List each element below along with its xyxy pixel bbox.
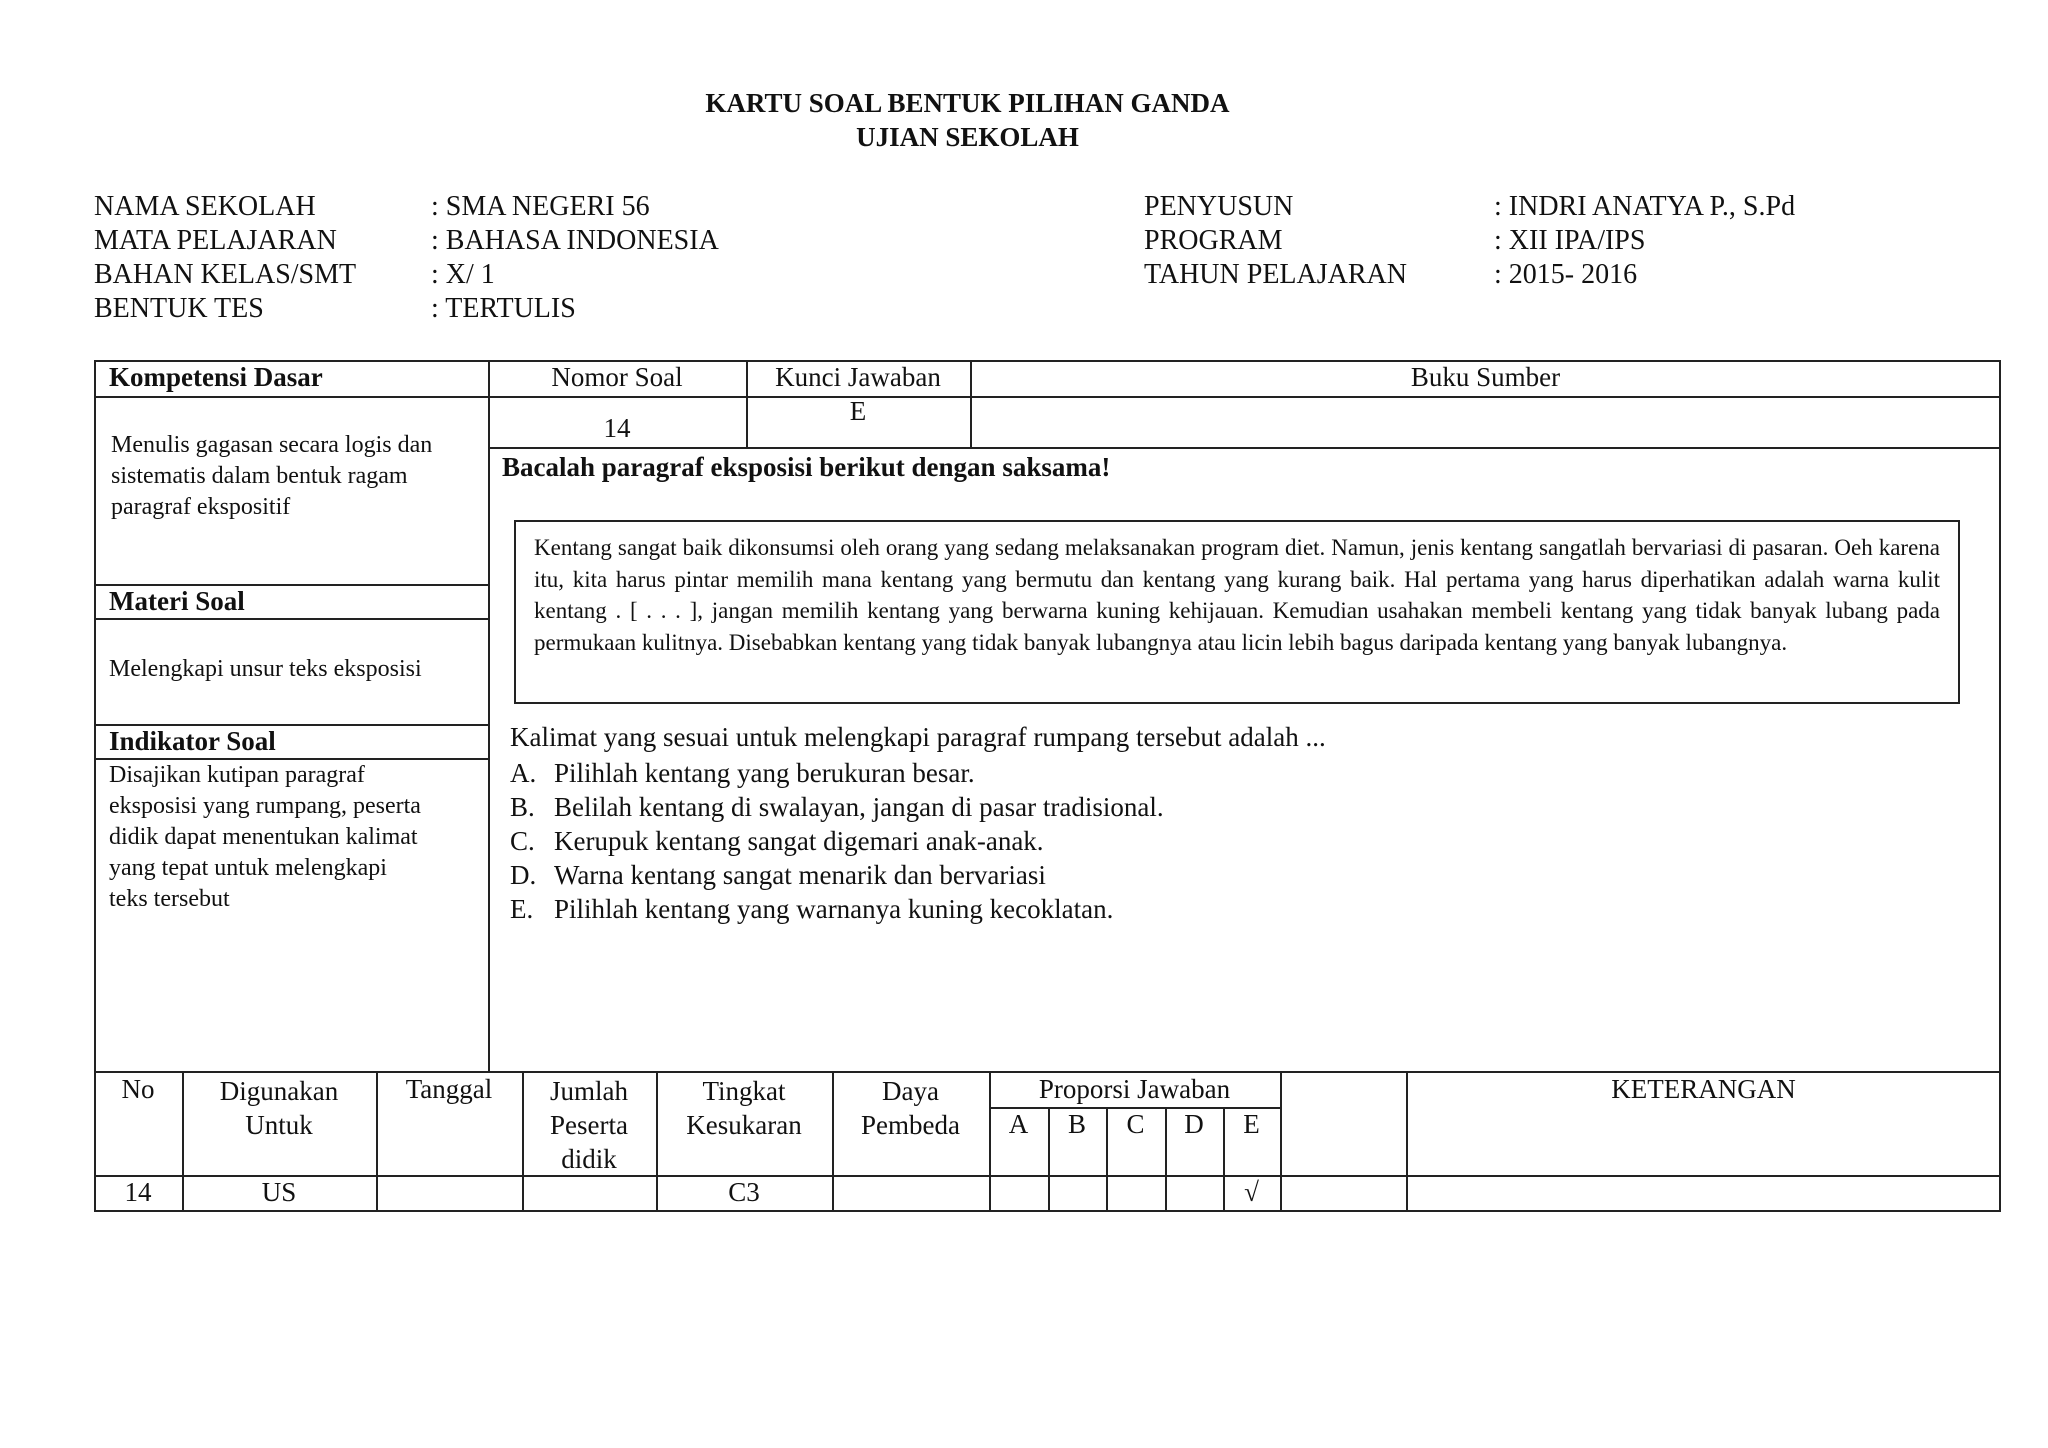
header-kompetensi-dasar: Kompetensi Dasar — [109, 362, 323, 392]
question-instruction: Bacalah paragraf eksposisi berikut dengan saksama! — [502, 452, 1111, 482]
info-left-labels — [94, 190, 356, 326]
option-letter: B. — [510, 792, 535, 822]
option-text: Kerupuk kentang sangat digemari anak-anak. — [554, 826, 1044, 856]
option-text: Warna kentang sangat menarik dan bervariasi — [554, 860, 1046, 890]
option-e — [510, 892, 1164, 926]
header-buku-sumber: Buku Sumber — [1410, 362, 1561, 392]
card-subtitle: UJIAN SEKOLAH — [856, 122, 1079, 152]
kunci-jawaban-value: E — [849, 396, 867, 426]
jumlah-line-1: Jumlah — [550, 1076, 628, 1106]
materi-bottom-line — [94, 618, 488, 620]
nomor-soal-value: 14 — [603, 413, 631, 443]
label-tahun-pelajaran: TAHUN PELAJARAN — [1144, 259, 1407, 290]
bottom-row-e-check: √ — [1244, 1177, 1259, 1207]
row-bottom-line — [488, 447, 2001, 449]
indikator-line-2: eksposisi yang rumpang, peserta — [109, 793, 421, 819]
bottom-header-tanggal: Tanggal — [405, 1074, 493, 1104]
option-letter: E. — [510, 894, 534, 924]
proporsi-d: D — [1184, 1109, 1204, 1139]
option-letter: A. — [510, 758, 537, 788]
bottom-header-daya — [832, 1074, 989, 1142]
daya-line-1: Daya — [882, 1076, 939, 1106]
option-text: Pilihlah kentang yang berukuran besar. — [554, 758, 975, 788]
jumlah-line-3: didik — [561, 1144, 617, 1174]
label-bahan-kelas: BAHAN KELAS/SMT — [94, 259, 357, 290]
bottom-header-no: No — [121, 1074, 155, 1104]
value-penyusun: : INDRI ANATYA P., S.Pd — [1494, 191, 1796, 222]
proporsi-b: B — [1067, 1109, 1086, 1139]
option-d — [510, 858, 1164, 892]
option-c — [510, 824, 1164, 858]
value-mata-pelajaran: : BAHASA INDONESIA — [431, 225, 719, 256]
bottom-header-jumlah — [522, 1074, 656, 1176]
option-letter: C. — [510, 826, 535, 856]
kd-line-2: sistematis dalam bentuk ragam — [111, 463, 408, 489]
header-nomor-soal: Nomor Soal — [551, 362, 683, 392]
option-b — [510, 790, 1164, 824]
col-line-7 — [1280, 1071, 1282, 1212]
bottom-header-proporsi: Proporsi Jawaban — [1038, 1074, 1231, 1104]
materi-text: Melengkapi unsur teks eksposisi — [109, 656, 422, 682]
label-mata-pelajaran: MATA PELAJARAN — [94, 225, 337, 256]
value-tahun-pelajaran: : 2015- 2016 — [1494, 259, 1638, 290]
kd-text — [111, 430, 432, 523]
bottom-row-no: 14 — [124, 1177, 152, 1207]
indikator-line-1: Disajikan kutipan paragraf — [109, 762, 365, 788]
value-nama-sekolah: : SMA NEGERI 56 — [431, 191, 650, 222]
value-program: : XII IPA/IPS — [1494, 225, 1646, 256]
options-list — [510, 756, 1164, 926]
tingkat-line-1: Tingkat — [702, 1076, 786, 1106]
materi-heading: Materi Soal — [109, 586, 245, 616]
info-right-labels — [1144, 190, 1407, 292]
passage-box — [514, 520, 1960, 704]
indikator-heading: Indikator Soal — [109, 726, 276, 756]
kd-line-1: Menulis gagasan secara logis dan — [111, 432, 433, 458]
label-nama-sekolah: NAMA SEKOLAH — [94, 191, 316, 222]
card-title: KARTU SOAL BENTUK PILIHAN GANDA — [705, 88, 1230, 118]
kd-line-3: paragraf ekspositif — [111, 494, 291, 520]
jumlah-line-2: Peserta — [550, 1110, 628, 1140]
option-text: Belilah kentang di swalayan, jangan di pasar tradisional. — [554, 792, 1164, 822]
header-kunci-jawaban: Kunci Jawaban — [775, 362, 941, 392]
bottom-row-tingkat: C3 — [728, 1177, 760, 1207]
info-right-values — [1494, 190, 1795, 292]
bottom-header-tingkat — [656, 1074, 832, 1142]
daya-line-2: Pembeda — [861, 1110, 960, 1140]
value-bahan-kelas: : X/ 1 — [431, 259, 495, 290]
option-a — [510, 756, 1164, 790]
digunakan-line-2: Untuk — [245, 1110, 313, 1140]
indikator-line-4: yang tepat untuk melengkapi — [109, 855, 387, 881]
value-bentuk-tes: : TERTULIS — [431, 293, 576, 324]
bottom-row-digunakan: US — [261, 1177, 297, 1207]
bottom-header-digunakan — [182, 1074, 376, 1142]
tingkat-line-2: Kesukaran — [686, 1110, 802, 1140]
indikator-text — [109, 760, 421, 915]
label-bentuk-tes: BENTUK TES — [94, 293, 264, 324]
indikator-line-3: didik dapat menentukan kalimat — [109, 824, 418, 850]
option-text: Pilihlah kentang yang warnanya kuning kecoklatan. — [554, 894, 1114, 924]
option-letter: D. — [510, 860, 537, 890]
question-text: Kalimat yang sesuai untuk melengkapi paragraf rumpang tersebut adalah ... — [510, 722, 1326, 752]
header-bottom-line — [94, 396, 2001, 398]
passage-text: Kentang sangat baik dikonsumsi oleh orang yang sedang melaksanakan program diet. Namun, jenis kentang sangatlah bervariasi di pasaran. Oeh karena itu, kita harus pintar memilih mana kentang yang bermutu dan kentang yang kurang baik. Hal pertama yang harus diperhatikan adalah warna kulit kentang . [ . . . ], jangan memilih kentang yang berwarna kuning kehijauan. Kemudian usahakan membeli kentang yang tidak banyak lubang pada permukaan kulitnya. Disebabkan kentang yang tidak banyak lubangnya atau licin lebih bagus daripada kentang yang banyak lubangnya. — [534, 535, 1940, 655]
proporsi-a: A — [1008, 1109, 1029, 1139]
info-left-values — [431, 190, 719, 326]
proporsi-e: E — [1243, 1109, 1260, 1139]
digunakan-line-1: Digunakan — [219, 1076, 339, 1106]
label-penyusun: PENYUSUN — [1144, 191, 1294, 222]
kd-column-divider — [488, 360, 490, 1072]
indikator-line-5: teks tersebut — [109, 886, 230, 912]
bottom-header-keterangan: KETERANGAN — [1611, 1074, 1796, 1104]
label-program: PROGRAM — [1144, 225, 1283, 256]
proporsi-c: C — [1126, 1109, 1145, 1139]
bottom-table-top-line — [94, 1071, 2001, 1073]
